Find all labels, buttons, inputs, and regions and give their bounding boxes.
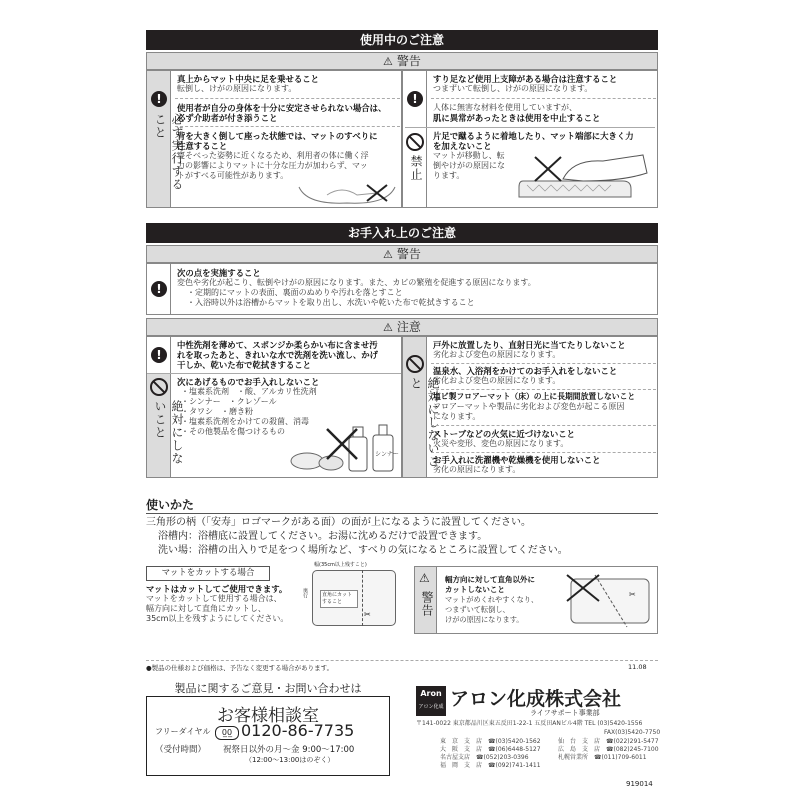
branch-row: 広 島 支 店 ☎(082)245-7100 [558,746,659,753]
branch-row: 福 岡 支 店 ☎(092)741-1411 [440,762,541,769]
care-caution-right-item-5: お手入れに洗濯機や乾燥機を使用しないこと 劣化の原因になります。 [433,455,601,474]
document-code: 919014 [626,780,653,788]
prohibited-icon [406,133,424,151]
use-warning-label: 警告 [396,54,421,68]
free-dial-label: フリーダイヤル [155,727,211,736]
hours-label: （受付時間） [155,745,207,755]
care-warning-side [147,264,171,314]
bottle-label: シンナー [375,451,399,458]
use-right-item-1: すり足など使用上支障がある場合は注意すること つまずいて転倒し、けがの原因になります。 [433,74,618,93]
use-left-side [147,71,184,207]
company-address: 〒141-0022 東京都品川区東五反田1-22-1 五反田ANビル4階 TEL (03)5420-1556 [416,720,643,727]
care-caution-right-item-3: 塩ビ製フロアーマット（床）の上に長期間放置しないこと フロアーマットや製品に劣化および変色が起こる原因 になります。 [433,392,636,421]
use-right-item-2: 人体に無害な材料を使用していますが、 肌に異常があったときは使用を中止すること [433,103,601,123]
exclamation-icon: ! [151,347,167,363]
phone-number: 0120-86-7735 [241,721,355,740]
care-caution-bar [146,318,658,336]
bathtub-illustration [297,181,397,207]
care-caution-right-item-2: 温泉水、入浴剤をかけてのお手入れをしないこと 劣化および変色の原因になります。 [433,366,618,385]
cut-diagram: 直角にカット すること 幅(35cm以上残すこと) 奥行 ✂ [306,560,400,634]
exclamation-icon: ! [151,281,167,297]
care-warning-label: 警告 [396,247,421,261]
foot-on-mat-illustration [513,151,653,203]
use-section-title: 使用中のご注意 [146,30,658,50]
usage-title: 使いかた [146,498,195,512]
branch-list-right [558,738,659,762]
branch-row: 仙 台 支 店 ☎(022)291-5477 [558,738,659,745]
care-caution-right-side: 絶対にしないこと [403,337,427,477]
scissors-icon: ✂ [364,610,371,619]
branch-row: 札幌営業所 ☎(011)709-6011 [558,754,647,761]
use-warning-bar [146,52,658,70]
care-warning-item: 次の点を実施すること 変色や劣化が起こり、転倒やけがの原因になります。また、カビの繁殖を促進する原因になります。 ・定期的にマットの表面、裏面のぬめりや汚れを落とすこと ・入浴時以外は浴槽からマットを取り出し、水洗いや乾いた布で乾拭きすること [177,268,536,307]
contact-box [146,696,390,776]
care-caution-left-top: 中性洗剤を薄めて、スポンジか柔らかい布に含ませ汚 れを取ったあと、きれいな水で洗剤を洗い流し、かげ 干しか、乾いた布で乾拭きすること [177,340,378,370]
use-right-side-label: 禁止 [409,155,423,181]
cut-warning-panel: ⚠ 警告 幅方向に対して直角以外に カットしないこと マットがめくれやすくなり、 つまずいて転倒し、 けがの原因になります。 ✂ [414,566,658,634]
notice-date: 11.08 [628,663,647,671]
care-warning-panel [146,263,658,315]
use-left-item-2: 使用者が自分の身体を十分に安定させられない場合は、 必ず介助者が付き添うこと [177,103,387,123]
company-division: ライフサポート事業部 [530,709,600,717]
use-right-item-3: 片足で蹴るように着地したり、マット端部に大きく力 を加えないこと マットが移動し、転 倒やけがの原因にな ります。 [433,131,634,180]
usage-line-1: 三角形の柄（「安寿」ロゴマークがある面）の面が上になるように設置してください。 [146,517,531,528]
care-caution-left-bottom: 次にあげるものでお手入れしないこと ・塩素系洗剤 ・酸、アルカリ性洗剤 ・シンナー ・クレゾール ・タワシ ・磨き粉 ・塩素系洗剤をかけての殺菌、消毒 ・その他製品を傷つけるもの [177,377,320,436]
care-section-title: お手入れ上のご注意 [146,223,658,243]
contact-heading: 製品に関するご意見・お問い合わせは [174,682,362,695]
care-caution-left-side: 絶対にしないこと [147,374,171,477]
prohibited-icon [150,378,168,396]
branch-row: 東 京 支 店 ☎(03)5420-1562 [440,738,541,745]
wrong-cut-illustration [565,571,653,629]
use-right-panel [402,70,658,208]
use-left-panel [146,70,402,208]
care-caution-left-panel [146,336,402,478]
cleaning-items-illustration [287,415,399,477]
branch-list-left [440,738,541,770]
usage-line-3: 洗い場：浴槽の出入りで足をつく場所など、すべりの気になるところに設置してください。 [158,545,568,556]
company-logo: Aron アロン化成 [416,686,446,716]
use-left-item-1: 真上からマット中央に足を乗せること 転倒し、けがの原因になります。 [177,74,320,93]
care-caution-right-item-1: 戸外に放置したり、直射日光に当てたりしないこと 劣化および変色の原因になります。 [433,340,626,359]
cut-title: マットをカットする場合 [146,566,270,581]
exclamation-icon: ! [407,91,423,107]
care-warning-bar [146,245,658,263]
use-left-item-3: 背を大きく倒して座った状態では、マットのすべりに 注意すること 寝そべった姿勢に近くなるため、利用者の体に働く浮 力の影響によりマットに十分な圧力が加わらず、マッ トがすべる可能性があります。 [177,131,378,180]
hours-text: 祝祭日以外の月〜金 9:00〜17:00 [223,745,355,755]
usage-line-2: 浴槽内：浴槽底に設置してください。お湯に沈めるだけで設置できます。 [158,531,488,542]
warning-triangle-icon: ⚠ [383,55,393,68]
warning-triangle-icon: ⚠ [383,248,393,261]
lunch-text: （12:00〜13:00はのぞく） [245,756,335,764]
branch-row: 大 阪 支 店 ☎(06)6448-5127 [440,746,541,753]
prohibited-icon [406,355,424,373]
free-dial-icon: 0̲0̲ [215,726,239,740]
care-caution-label: 注意 [396,320,421,334]
warning-triangle-icon: ⚠ [419,571,430,585]
care-caution-right-item-4: ストーブなどの火気に近づけないこと 火災や変形、変色の原因になります。 [433,429,575,448]
use-right-side [403,71,427,207]
branch-row: 名古屋支店 ☎(052)203-0396 [440,754,529,761]
notice-text: ●製品の仕様および価格は、予告なく変更する場合があります。 [146,664,334,672]
company-fax: FAX(03)5420-7750 [604,729,661,736]
exclamation-icon: ! [151,91,167,107]
warning-triangle-icon: ⚠ [383,321,393,334]
contact-room: お客様相談室 [217,706,319,726]
svg-text:✂: ✂ [629,590,636,599]
care-caution-right-panel [402,336,658,478]
cut-text: マットはカットしてご使用できます。 マットをカットして使用する場合は、 幅方向に対して直角にカットし、 35cm以上を残すようにしてください。 [146,584,289,623]
use-left-side-label: 必ず実行すること [153,113,184,191]
company-name: アロン化成株式会社 [450,688,622,710]
